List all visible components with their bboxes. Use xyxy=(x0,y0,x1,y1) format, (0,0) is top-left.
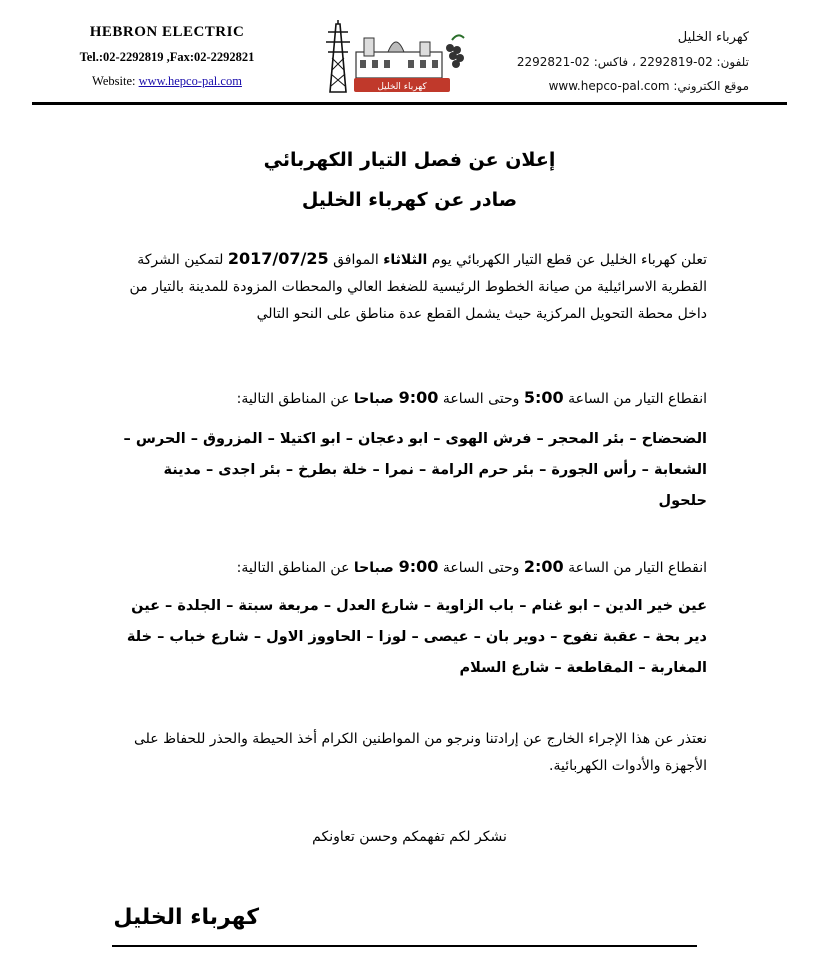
period1-heading: انقطاع التيار من الساعة 5:00 وحتى الساعة 9:00 صباحا عن المناطق التالية: xyxy=(236,388,707,407)
day-name: الثلاثاء xyxy=(383,252,428,268)
company-name-en: HEBRON ELECTRIC xyxy=(89,24,245,40)
logo-text: كهرباء الخليل xyxy=(377,82,427,92)
contact-en: Tel.:02-2292819 ,Fax:02-2292821 xyxy=(79,50,255,64)
website-en: Website: www.hepco-pal.com xyxy=(92,74,242,88)
period1-areas: الضحضاح – بئر المحجر – فرش الهوى – ابو دعجان – ابو اكتيلا – المزروق – الحرس – الشعابة – رأس الجورة – بئر حرم الرامة – نمرا – خلة بطرخ – بئر اجدى – مدينة حلحول xyxy=(123,431,707,509)
period1-from: 5:00 xyxy=(523,388,564,407)
intro-paragraph: تعلن كهرباء الخليل عن قطع التيار الكهربائي يوم الثلاثاء الموافق 2017/07/25 لتمكين الشركة القطرية الاسرائيلية من صيانة الخطوط الرئيسية للضغط العالي والمحطات المزودة للمدينة بالتيار من داخل محطة التحويل المركزية حيث يشمل القطع عدة مناطق على النحو التالي xyxy=(129,249,707,322)
hepco-logo xyxy=(318,18,468,98)
announcement-date: 2017/07/25 xyxy=(227,249,329,268)
header-divider xyxy=(32,102,787,105)
signature: كهرباء الخليل xyxy=(113,905,259,930)
header-left xyxy=(62,24,272,89)
mosque-building-icon xyxy=(356,38,442,78)
header-right xyxy=(489,30,749,93)
contact-ar: تلفون: 02-2292819 ، فاكس: 02-2292821 xyxy=(516,55,749,69)
website-link[interactable]: www.hepco-pal.com xyxy=(138,74,242,88)
period2-to: 9:00 xyxy=(398,557,439,576)
announcement-subtitle: صادر عن كهرباء الخليل xyxy=(301,189,518,211)
footer-divider xyxy=(112,945,697,947)
thanks-line: نشكر لكم تفهمكم وحسن تعاونكم xyxy=(312,829,507,845)
period1-to: 9:00 xyxy=(398,388,439,407)
website-ar: موقع الكتروني: www.hepco-pal.com xyxy=(548,79,749,93)
pylon-icon xyxy=(326,20,350,92)
company-name-ar: كهرباء الخليل xyxy=(677,30,749,45)
announcement-title: إعلان عن فصل التيار الكهربائي xyxy=(263,149,556,171)
grapes-icon xyxy=(446,35,464,68)
apology-paragraph: نعتذر عن هذا الإجراء الخارج عن إرادتنا ونرجو من المواطنين الكرام أخذ الحيطة والحذر للحفاظ على الأجهزة والأدوات الكهربائية. xyxy=(134,731,707,774)
period2-heading: انقطاع التيار من الساعة 2:00 وحتى الساعة 9:00 صباحا عن المناطق التالية: xyxy=(236,557,707,576)
period2-from: 2:00 xyxy=(523,557,564,576)
period2-areas: عين خير الدين – ابو غنام – باب الزاوية – شارع العدل – مربعة سبتة – الجلدة – عين دير بحة – عقبة تفوح – دوير بان – عيصى – لوزا – الحاووز الاول – شارع خباب – خلة المغاربة – المقاطعة – شارع السلام xyxy=(126,598,707,676)
